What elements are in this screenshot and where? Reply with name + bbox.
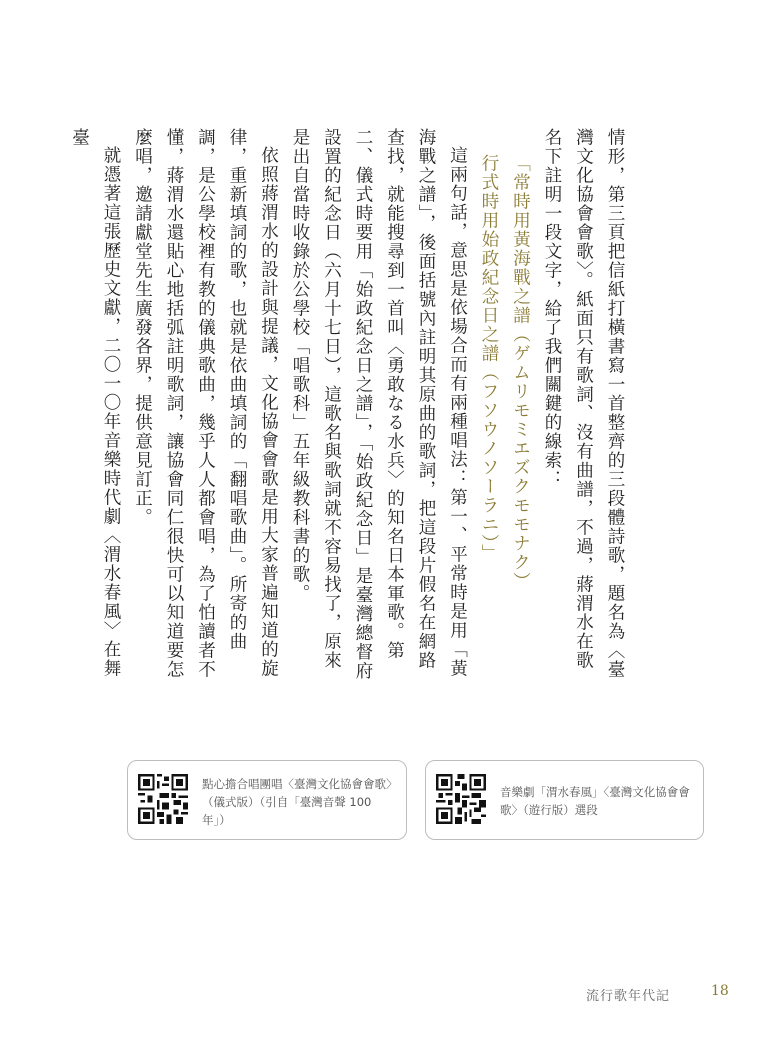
paragraph-design: 依照蔣渭水的設計與提議，文化協會會歌是用大家普遍知道的旋律，重新填詞的歌，也就是依曲填詞的「翻唱歌曲」。所寄的曲調，是公學校裡有教的儀典歌曲，幾乎人人都會唱，為了怕讀者不懂，蔣渭水還貼心地括弧註明歌詞，讓協會同仁很快可以知道要怎麼唱，邀請獻堂先生廣發各界，提供意見訂正。 — [132, 128, 279, 679]
running-footer-title: 流行歌年代記 — [586, 989, 671, 1004]
paragraph-document: 就憑著這張歷史文獻，二〇一〇年音樂時代劇〈渭水春風〉在舞臺 — [69, 128, 121, 678]
paragraph-intro: 情形，第三頁把信紙打橫書寫一首整齊的三段體詩歌，題名為〈臺灣文化協會會歌〉。紙面只有歌詞、沒有曲譜，不過，蔣渭水在歌名下註明一段文字，給了我們關鍵的線索： — [542, 128, 625, 679]
qr-caption-ceremony: 點心擔合唱團唱〈臺灣文化協會會歌〉（儀式版）（引自「臺灣音聲 100 年」） — [202, 777, 392, 827]
page-number: 18 — [711, 983, 729, 999]
paragraph-two-methods: 這兩句話，意思是依場合而有兩種唱法：第一、平常時是用「黃海戰之譜」，後面括號內註明其原曲的歌詞，把這段片假名在網路查找，就能搜尋到一首叫〈勇敢なる水兵〉的知名日本軍歌。第二、儀式時要用「始政紀念日之譜」，「始政紀念日」是臺灣總督府設置的紀念日（六月十七日），這歌名與歌詞就不容易找了，原來是出自當時收錄於公學校「唱歌科」五年級教科書的歌。 — [290, 128, 468, 681]
qr-caption-parade: 音樂劇「渭水春風」〈臺灣文化協會會歌〉（遊行版）選段 — [500, 785, 690, 817]
qr-code-icon[interactable] — [138, 774, 188, 824]
vertical-body-text — [69, 128, 630, 688]
quote-line-2: 行式時用始政紀念日之譜（フソウノソーラニ）」 — [479, 154, 499, 564]
qr-card-parade[interactable] — [425, 760, 704, 840]
qr-code-icon[interactable] — [436, 774, 486, 824]
quote-line-1: 「常時用黃海戰之譜（ゲムリモミエズクモモナク） — [510, 154, 531, 592]
qr-card-ceremony[interactable] — [127, 760, 407, 840]
